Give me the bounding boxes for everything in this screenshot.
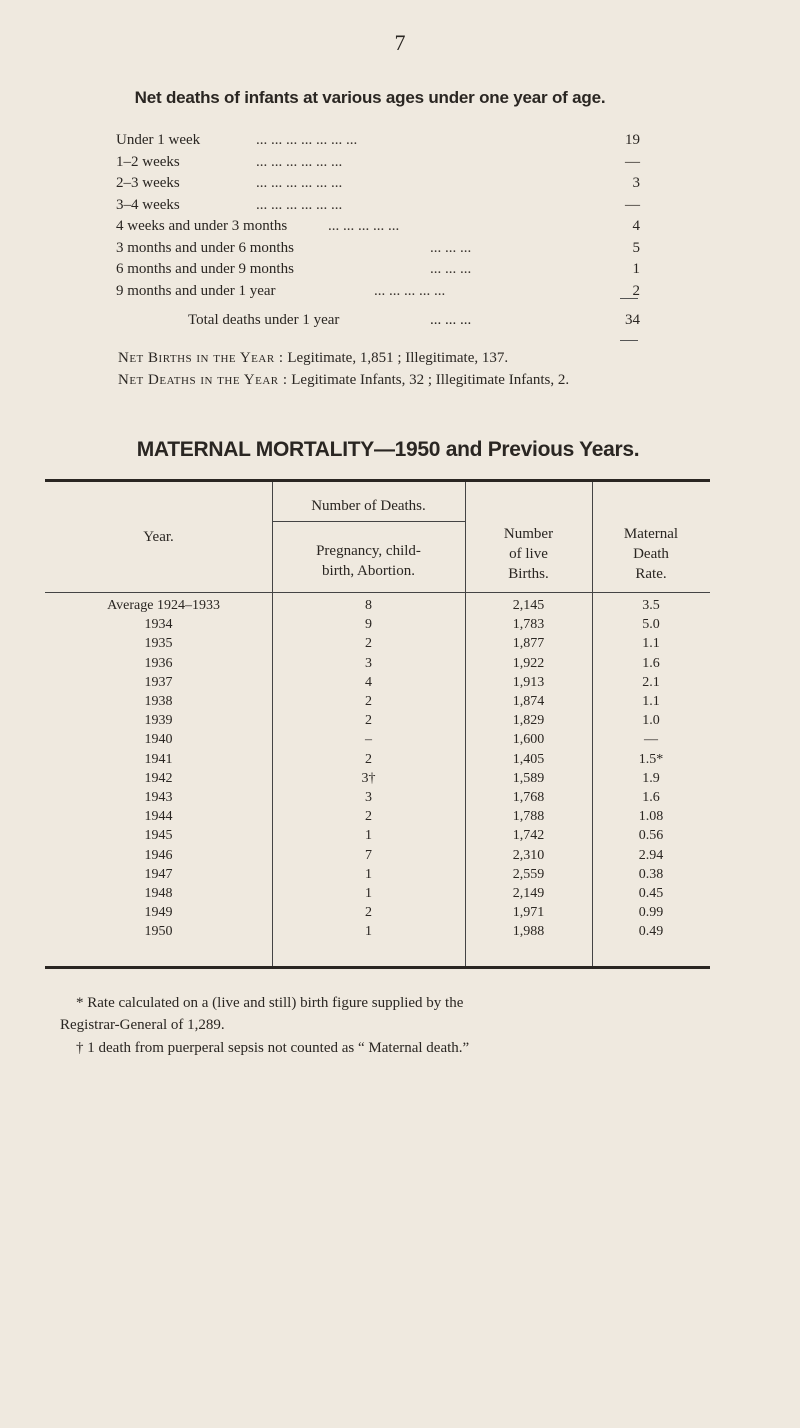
births-cell: 2,149 <box>512 886 545 901</box>
age-deaths-value: 3 <box>632 175 640 191</box>
deaths-cell: 1 <box>365 866 372 882</box>
rate-cell: 1.6 <box>642 655 660 671</box>
rate-cell: 1.1 <box>642 636 660 652</box>
leader-dots: ... ... ... ... ... ... <box>256 153 343 170</box>
deaths-cell: 2 <box>365 751 372 767</box>
year-cell: 1950 <box>144 924 173 940</box>
leader-dots: ... ... ... ... ... ... ... <box>256 132 358 148</box>
deaths-cell: 3† <box>361 770 376 786</box>
maternal-mortality-title: MATERNAL MORTALITY—1950 and Previous Years. <box>136 438 640 461</box>
footnote-rate-line-1: * Rate calculated on a (live and still) birth figure supplied by the <box>76 995 464 1011</box>
births-cell: 1,742 <box>512 828 545 844</box>
births-cell: 1,600 <box>512 732 545 748</box>
leader-dots: ... ... ... <box>430 239 472 256</box>
deaths-cell: 3 <box>365 790 372 805</box>
header-bottom-rule <box>45 592 710 593</box>
net-deaths-label: Net Deaths in the Year : <box>118 372 288 388</box>
total-label: Total deaths under 1 year <box>188 312 340 328</box>
births-cell: 1,877 <box>512 636 545 652</box>
rate-cell: 2.1 <box>642 674 660 690</box>
group-header-rule <box>272 521 465 522</box>
rate-cell: 1.0 <box>642 713 660 729</box>
age-label: 3–4 weeks <box>116 196 180 213</box>
total-row <box>188 312 472 329</box>
deaths-cell: 2 <box>365 809 372 825</box>
leader-dots: ... ... ... ... ... <box>374 282 446 299</box>
age-row <box>116 240 646 262</box>
page-number: 7 <box>394 30 406 55</box>
year-cell: 1946 <box>144 847 173 863</box>
net-births-line <box>118 350 508 367</box>
header-deaths-sub-line-1: Pregnancy, child- <box>316 543 421 559</box>
age-row <box>116 154 646 176</box>
header-rate-line-1: Maternal <box>623 526 679 542</box>
births-cell: 1,913 <box>512 674 545 690</box>
year-cell: 1949 <box>144 905 173 921</box>
rate-cell: 5.0 <box>642 617 660 633</box>
age-label: 3 months and under 6 months <box>116 239 294 256</box>
age-label: Under 1 week <box>116 132 201 148</box>
age-label: 4 weeks and under 3 months <box>116 218 288 234</box>
header-rate-line-3: Rate. <box>635 566 667 582</box>
births-cell: 1,788 <box>512 809 545 825</box>
net-births-label: Net Births in the Year : <box>118 350 284 366</box>
year-cell: 1937 <box>144 674 173 690</box>
header-rate-line-2: Death <box>633 546 669 562</box>
year-cell: 1940 <box>144 732 173 748</box>
deaths-cell: 1 <box>365 828 372 844</box>
deaths-cell: – <box>365 732 372 748</box>
rate-cell: 0.99 <box>638 905 664 921</box>
total-dots: ... ... ... <box>430 312 472 328</box>
header-number-of-deaths: Number of Deaths. <box>311 498 426 514</box>
age-row <box>116 218 646 240</box>
sum-rule-top <box>620 298 638 299</box>
age-deaths-value: — <box>625 153 640 170</box>
year-cell: 1944 <box>144 809 173 825</box>
year-cell: 1935 <box>144 636 173 652</box>
rate-cell: — <box>644 732 658 748</box>
age-row <box>116 283 646 305</box>
rate-cell: 0.45 <box>638 886 664 901</box>
age-row <box>116 132 646 154</box>
rate-cell: 0.56 <box>638 828 664 844</box>
births-cell: 1,829 <box>512 713 545 729</box>
header-deaths-sub-line-2: birth, Abortion. <box>322 563 415 579</box>
births-cell: 1,988 <box>512 924 545 940</box>
footnote-rate-line-2: Registrar-General of 1,289. <box>60 1017 225 1033</box>
deaths-cell: 9 <box>365 617 372 633</box>
rate-cell: 0.38 <box>638 866 664 882</box>
age-label: 2–3 weeks <box>116 175 180 191</box>
deaths-cell: 2 <box>365 636 372 652</box>
age-deaths-value: 2 <box>632 282 640 299</box>
header-year: Year. <box>143 529 174 545</box>
deaths-cell: 7 <box>365 847 372 863</box>
age-deaths-value: 19 <box>625 132 640 148</box>
year-cell: 1936 <box>144 655 173 671</box>
leader-dots: ... ... ... <box>430 261 472 277</box>
age-deaths-value: 4 <box>632 218 640 234</box>
sum-rule-bottom <box>620 340 638 341</box>
header-births-line-3: Births. <box>508 566 549 582</box>
rate-cell: 0.49 <box>638 924 664 940</box>
table-top-rule <box>45 479 710 482</box>
header-births-line-1: Number <box>503 526 554 542</box>
deaths-cell: 2 <box>365 905 372 921</box>
age-row <box>116 175 646 197</box>
infant-deaths-title: Net deaths of infants at various ages under one year of age. <box>134 88 606 107</box>
net-deaths-line <box>118 372 569 389</box>
rate-cell: 3.5 <box>642 598 660 613</box>
deaths-cell: 1 <box>365 924 372 940</box>
age-deaths-value: 5 <box>632 239 640 256</box>
year-cell: 1934 <box>144 617 173 633</box>
rate-cell: 1.5* <box>638 751 664 767</box>
age-deaths-value: — <box>625 196 640 213</box>
rate-cell: 1.6 <box>642 790 660 805</box>
leader-dots: ... ... ... ... ... ... <box>256 175 343 191</box>
leader-dots: ... ... ... ... ... <box>328 218 400 234</box>
age-label: 6 months and under 9 months <box>116 261 294 277</box>
footnote-sepsis: † 1 death from puerperal sepsis not counted as “ Maternal death.” <box>76 1040 470 1056</box>
net-births-text: Legitimate, 1,851 ; Illegitimate, 137. <box>287 350 509 366</box>
age-label: 9 months and under 1 year <box>116 282 276 299</box>
births-cell: 1,589 <box>512 770 545 786</box>
births-cell: 2,559 <box>512 866 545 882</box>
births-cell: 1,768 <box>512 790 545 805</box>
table-bottom-rule <box>45 966 710 969</box>
deaths-cell: 4 <box>365 674 372 690</box>
header-live-births <box>465 524 592 584</box>
header-births-line-2: of live <box>509 546 548 562</box>
births-cell: 1,783 <box>512 617 545 633</box>
rate-cell: 1.1 <box>642 694 660 709</box>
year-cell: 1948 <box>144 886 173 901</box>
births-cell: 1,971 <box>512 905 545 921</box>
year-cell: 1941 <box>144 751 173 767</box>
net-deaths-text: Legitimate Infants, 32 ; Illegitimate Infants, 2. <box>291 372 570 388</box>
header-death-rate <box>592 524 710 584</box>
deaths-cell: 8 <box>365 598 372 613</box>
year-cell: 1938 <box>144 694 173 709</box>
header-deaths-sub <box>272 541 465 581</box>
year-cell: 1939 <box>144 713 173 729</box>
year-cell: 1943 <box>144 790 173 805</box>
births-cell: 1,922 <box>512 655 545 671</box>
year-cell: Average 1924–1933 <box>107 598 220 613</box>
footnote-rate <box>60 992 720 1036</box>
rate-cell: 1.9 <box>642 770 660 786</box>
deaths-cell: 2 <box>365 694 372 709</box>
year-cell: 1942 <box>144 770 173 786</box>
rate-cell: 1.08 <box>638 809 664 825</box>
deaths-cell: 3 <box>365 655 372 671</box>
deaths-cell: 2 <box>365 713 372 729</box>
births-cell: 1,405 <box>512 751 545 767</box>
age-deaths-value: 1 <box>632 261 640 277</box>
births-cell: 1,874 <box>512 694 545 709</box>
births-cell: 2,145 <box>512 598 545 613</box>
year-cell: 1945 <box>144 828 173 844</box>
age-row <box>116 197 646 219</box>
leader-dots: ... ... ... ... ... ... <box>256 196 343 213</box>
total-value: 34 <box>625 312 640 328</box>
deaths-cell: 1 <box>365 886 372 901</box>
age-label: 1–2 weeks <box>116 153 180 170</box>
rate-cell: 2.94 <box>638 847 664 863</box>
births-cell: 2,310 <box>512 847 545 863</box>
age-row <box>116 261 646 283</box>
year-cell: 1947 <box>144 866 173 882</box>
